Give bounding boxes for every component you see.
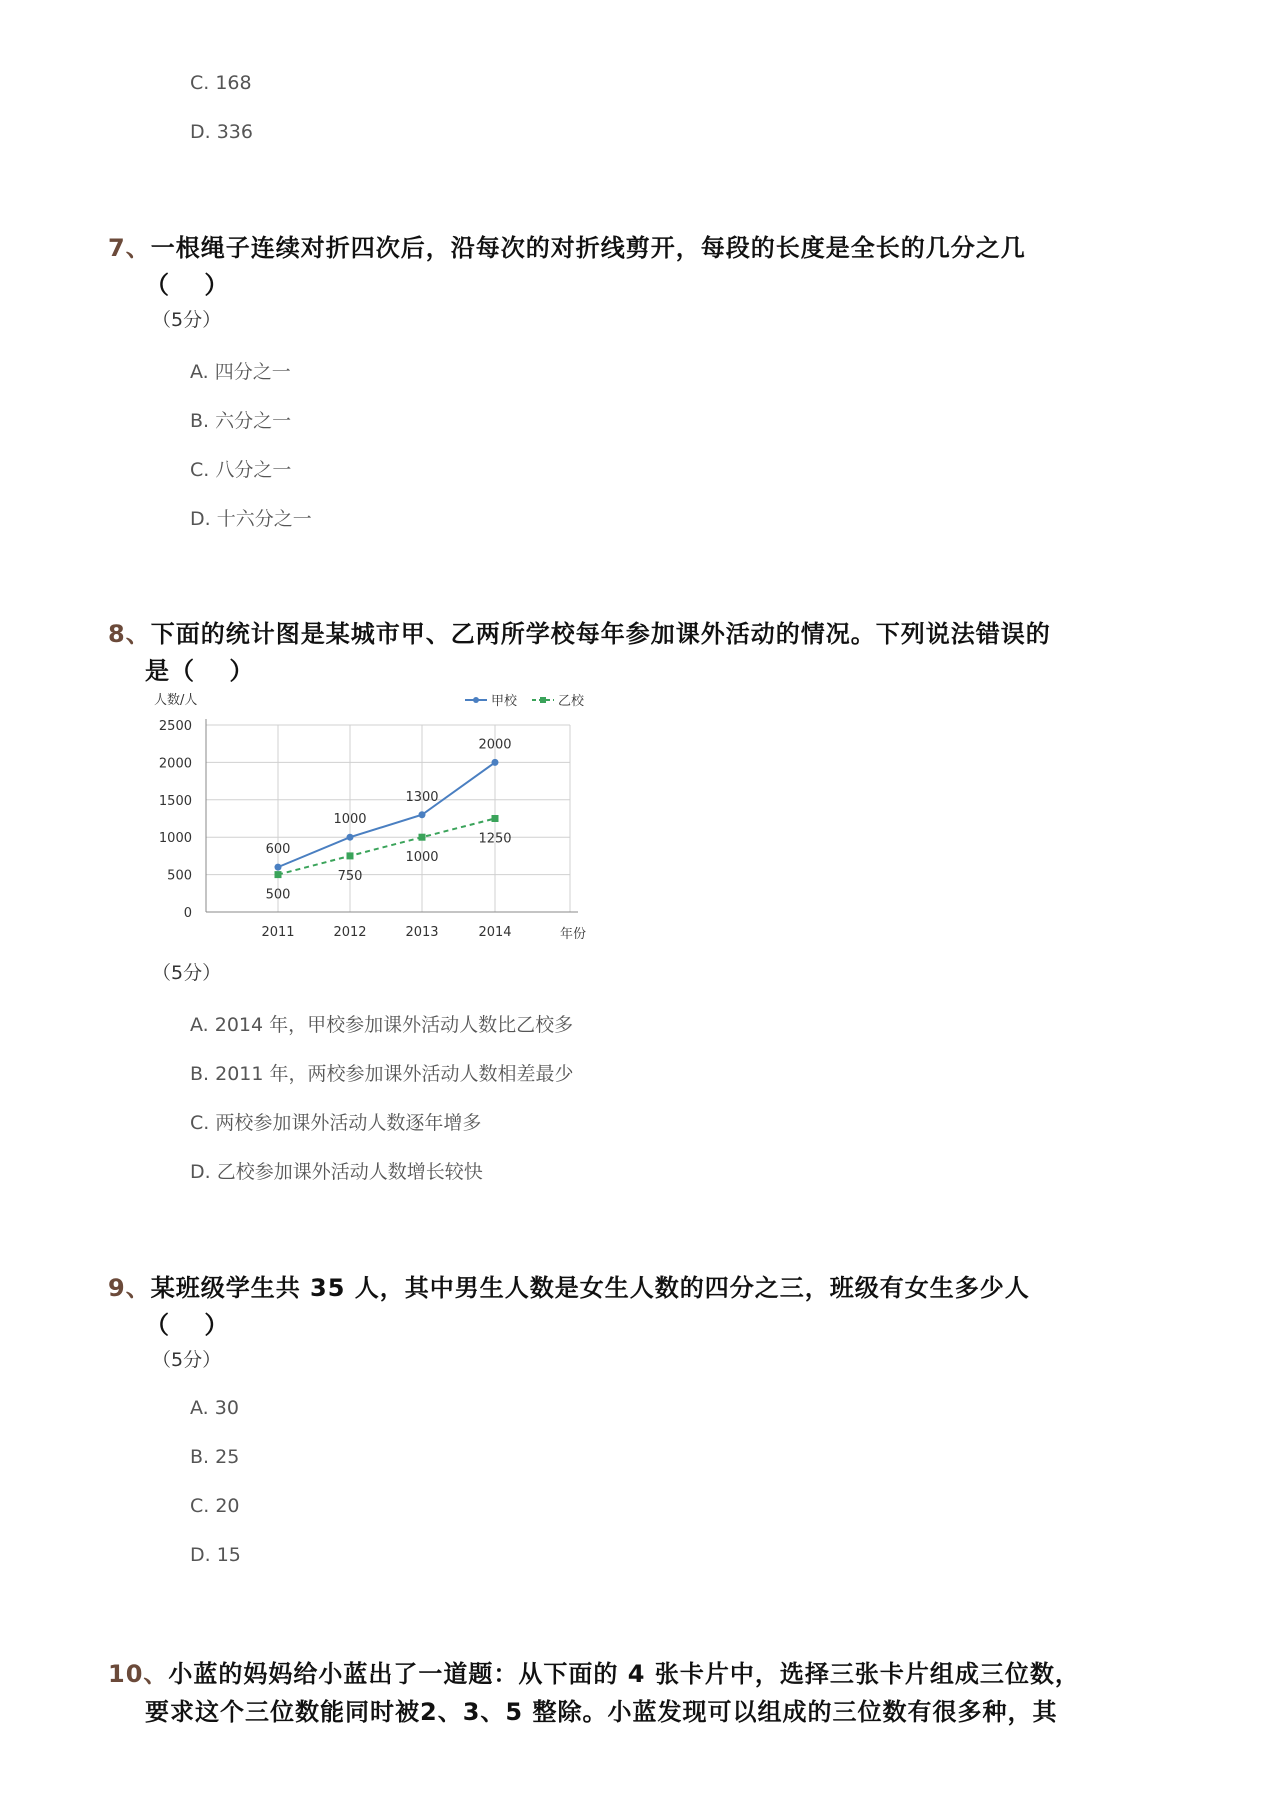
y-tick-label: 0 bbox=[183, 906, 192, 921]
series-line-0 bbox=[278, 762, 495, 867]
q7-text: 一根绳子连续对折四次后，沿每次的对折线剪开，每段的长度是全长的几分之几 bbox=[150, 234, 1026, 262]
line-chart bbox=[140, 690, 600, 950]
q8-option-a[interactable]: A. 2014 年，甲校参加课外活动人数比乙校多 bbox=[190, 1014, 574, 1036]
x-tick-label: 2012 bbox=[333, 925, 367, 940]
q6-option-d[interactable]: D. 336 bbox=[190, 121, 253, 143]
q9-text: 某班级学生共 35 人，其中男生人数是女生人数的四分之三，班级有女生多少人 bbox=[150, 1274, 1030, 1302]
q9-number: 9、 bbox=[108, 1274, 151, 1302]
q9-question-line2: （ ） bbox=[145, 1311, 230, 1339]
data-label-b: 750 bbox=[337, 868, 363, 884]
q8-question-line2: 是（ ） bbox=[145, 657, 255, 685]
y-axis-title: 人数/人 bbox=[154, 693, 198, 708]
legend-label: 甲校 bbox=[491, 694, 518, 709]
x-tick-label: 2013 bbox=[405, 925, 439, 940]
q9-option-c[interactable]: C. 20 bbox=[190, 1495, 240, 1517]
q9-option-a[interactable]: A. 30 bbox=[190, 1397, 239, 1419]
legend-marker-1 bbox=[540, 697, 546, 703]
data-label-b: 1250 bbox=[478, 831, 512, 847]
data-label-b: 1000 bbox=[405, 850, 439, 866]
q8-question-line1 bbox=[108, 614, 1051, 649]
q8-text: 下面的统计图是某城市甲、乙两所学校每年参加课外活动的情况。下列说法错误的 bbox=[150, 620, 1051, 648]
q10-question-line2: 要求这个三位数能同时被2、3、5 整除。小蓝发现可以组成的三位数有很多种，其 bbox=[145, 1698, 1058, 1726]
series-point-1 bbox=[419, 834, 426, 841]
series-point-0 bbox=[275, 864, 282, 871]
q6-option-c[interactable]: C. 168 bbox=[190, 72, 252, 94]
x-tick-label: 2011 bbox=[261, 925, 295, 940]
series-point-0 bbox=[347, 834, 354, 841]
data-label-a: 1300 bbox=[405, 789, 439, 805]
q9-question-line1 bbox=[108, 1268, 1030, 1303]
q8-option-d[interactable]: D. 乙校参加课外活动人数增长较快 bbox=[190, 1161, 483, 1183]
series-point-1 bbox=[492, 815, 499, 822]
legend-label: 乙校 bbox=[558, 694, 585, 709]
series-point-0 bbox=[419, 811, 426, 818]
q7-question-line2: （ ） bbox=[145, 271, 230, 299]
x-axis-title: 年份 bbox=[560, 927, 587, 942]
x-tick-label: 2014 bbox=[478, 925, 512, 940]
q10-text: 小蓝的妈妈给小蓝出了一道题：从下面的 4 张卡片中，选择三张卡片组成三位数， bbox=[168, 1660, 1080, 1688]
data-label-a: 2000 bbox=[478, 737, 512, 753]
series-line-1 bbox=[278, 819, 495, 875]
q7-question-line1 bbox=[108, 228, 1026, 263]
q7-option-b[interactable]: B. 六分之一 bbox=[190, 410, 292, 432]
q7-option-c[interactable]: C. 八分之一 bbox=[190, 459, 292, 481]
y-tick-label: 500 bbox=[167, 868, 192, 884]
data-label-b: 500 bbox=[265, 887, 291, 903]
y-tick-label: 2500 bbox=[158, 719, 192, 734]
legend-marker-0 bbox=[473, 697, 479, 703]
y-tick-label: 2000 bbox=[158, 756, 192, 772]
q7-number: 7、 bbox=[108, 234, 151, 262]
q10-question-line1 bbox=[108, 1654, 1080, 1689]
q7-option-d[interactable]: D. 十六分之一 bbox=[190, 508, 312, 530]
q7-score: （5分） bbox=[152, 309, 222, 331]
q9-option-d[interactable]: D. 15 bbox=[190, 1544, 241, 1566]
data-label-a: 600 bbox=[265, 842, 291, 858]
y-tick-label: 1000 bbox=[158, 831, 192, 847]
q8-score: （5分） bbox=[152, 962, 222, 984]
q8-option-b[interactable]: B. 2011 年，两校参加课外活动人数相差最少 bbox=[190, 1063, 574, 1085]
q9-option-b[interactable]: B. 25 bbox=[190, 1446, 240, 1468]
y-tick-label: 1500 bbox=[158, 793, 192, 809]
q8-option-c[interactable]: C. 两校参加课外活动人数逐年增多 bbox=[190, 1112, 482, 1134]
series-point-1 bbox=[275, 871, 282, 878]
q8-number: 8、 bbox=[108, 620, 151, 648]
q10-number: 10、 bbox=[108, 1660, 169, 1688]
data-label-a: 1000 bbox=[333, 812, 367, 828]
q7-option-a[interactable]: A. 四分之一 bbox=[190, 361, 291, 383]
series-point-0 bbox=[492, 759, 499, 766]
series-point-1 bbox=[347, 852, 354, 859]
q9-score: （5分） bbox=[152, 1349, 222, 1371]
